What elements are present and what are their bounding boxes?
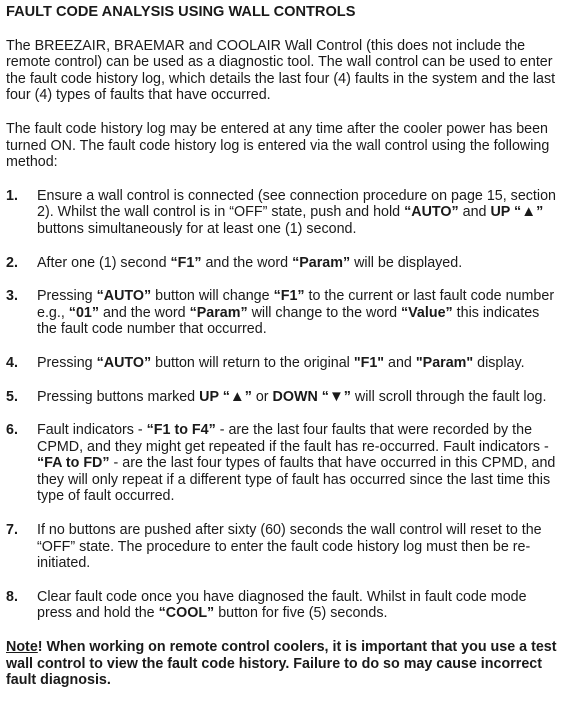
bold-run: “Param”	[189, 304, 248, 321]
text-run: and	[384, 354, 416, 371]
step-number: 3.	[6, 288, 18, 305]
step-text	[37, 389, 562, 406]
text-run: or	[251, 388, 273, 405]
steps-list	[6, 188, 562, 622]
bold-run: “AUTO”	[96, 354, 152, 371]
text-run: display.	[473, 354, 525, 371]
text-run: button for five (5) seconds.	[214, 605, 388, 622]
text-run: button will change	[151, 288, 274, 305]
note-text: ! When working on remote control coolers, it is important that you use a test wall control to view the fault code history. Failure to do so may cause incorrect fault diagnosis.	[6, 639, 557, 689]
bold-run: “FA to FD”	[37, 455, 110, 472]
step-number: 7.	[6, 522, 18, 539]
page-title: FAULT CODE ANALYSIS USING WALL CONTROLS	[6, 4, 356, 20]
bold-run: ”	[536, 204, 544, 221]
bold-run: “01”	[68, 304, 99, 321]
text-run: to the current or last fault code number e.g.,	[37, 288, 555, 321]
step-7	[6, 522, 562, 572]
text-run: Pressing	[37, 288, 97, 305]
text-run: button will return to the original	[151, 354, 354, 371]
bold-run: “Param”	[292, 254, 351, 271]
text-run: Ensure a wall control is connected (see connection procedure on page 15, section 2). Whilst the wall control is in “OFF” state, push and hold	[37, 187, 556, 221]
down-arrow-icon: ▼	[328, 387, 344, 405]
bold-run: ”	[244, 388, 252, 405]
text-run: will change to the word	[247, 304, 402, 321]
step-number: 5.	[6, 388, 18, 405]
text-run: will scroll through the fault log.	[350, 388, 547, 405]
text-run: this indicates the fault code number that occurred.	[37, 304, 540, 338]
text-run: Pressing	[37, 354, 97, 371]
step-3	[6, 288, 562, 338]
step-text	[37, 422, 562, 505]
text-run: Pressing buttons marked	[37, 388, 200, 405]
text-run: and	[458, 204, 491, 221]
step-5	[6, 389, 562, 406]
text-run: - are the last four types of faults that have occurred in this CPMD, and they will only repeat if a different type of fault has occurred since the last time this type of fault occurred.	[37, 455, 556, 505]
text-run: buttons simultaneously for at least one (1) second.	[37, 220, 357, 237]
step-number: 1.	[6, 187, 18, 204]
step-text	[37, 188, 562, 238]
step-number: 6.	[6, 422, 18, 439]
bold-run: "F1"	[353, 354, 385, 371]
step-number: 8.	[6, 588, 18, 605]
bold-run: “AUTO”	[96, 288, 152, 305]
bold-run: ”	[343, 388, 351, 405]
warning-note	[6, 639, 562, 689]
bold-run: DOWN “	[272, 388, 329, 405]
step-text	[37, 288, 562, 338]
bold-run: “COOL”	[158, 605, 215, 622]
bold-run: “F1”	[273, 288, 305, 305]
text-run: Clear fault code once you have diagnosed the fault. Whilst in fault code mode press and hold the	[37, 588, 527, 622]
text-run: - are the last four faults that were recorded by the CPMD, and they might get repeated if the fault has re-occurred. Fault indicators -	[37, 422, 549, 455]
step-text: If no buttons are pushed after sixty (60) seconds the wall control will reset to the “OFF” state. The procedure to enter the fault code history log must then be re-initiated.	[37, 522, 542, 572]
bold-run: UP “	[490, 204, 522, 221]
bold-run: “AUTO”	[404, 204, 459, 221]
step-1	[6, 188, 562, 238]
step-8	[6, 589, 562, 622]
bold-run: UP “	[199, 388, 230, 405]
step-text	[37, 589, 562, 622]
text-run: and the word	[99, 304, 190, 321]
bold-run: “F1 to F4”	[146, 422, 216, 439]
intro-paragraph: The BREEZAIR, BRAEMAR and COOLAIR Wall Control (this does not include the remote control) can be used as a diagnostic tool. The wall control can be used to enter the fault code history log, which details the last four (4) faults in the system and the last four (4) types of faults that have occurred.	[6, 37, 556, 104]
text-run: and the word	[201, 254, 293, 271]
note-label: Note	[6, 639, 38, 656]
step-number: 4.	[6, 354, 18, 371]
text-run: will be displayed.	[350, 254, 463, 271]
step-2	[6, 255, 562, 272]
bold-run: “F1”	[170, 254, 202, 271]
up-arrow-icon: ▲	[521, 203, 537, 221]
step-text	[37, 355, 562, 372]
bold-run: "Param"	[415, 354, 474, 371]
step-6	[6, 422, 562, 505]
step-number: 2.	[6, 254, 18, 271]
text-run: After one (1) second	[37, 254, 171, 271]
intro-paragraph-2: The fault code history log may be entered at any time after the cooler power has been turned ON. The fault code history log is entered via the wall control using the following method:	[6, 120, 550, 171]
text-run: Fault indicators -	[37, 422, 147, 439]
up-arrow-icon: ▲	[229, 387, 245, 405]
step-4	[6, 355, 562, 372]
step-text	[37, 255, 562, 272]
bold-run: “Value”	[401, 304, 453, 321]
